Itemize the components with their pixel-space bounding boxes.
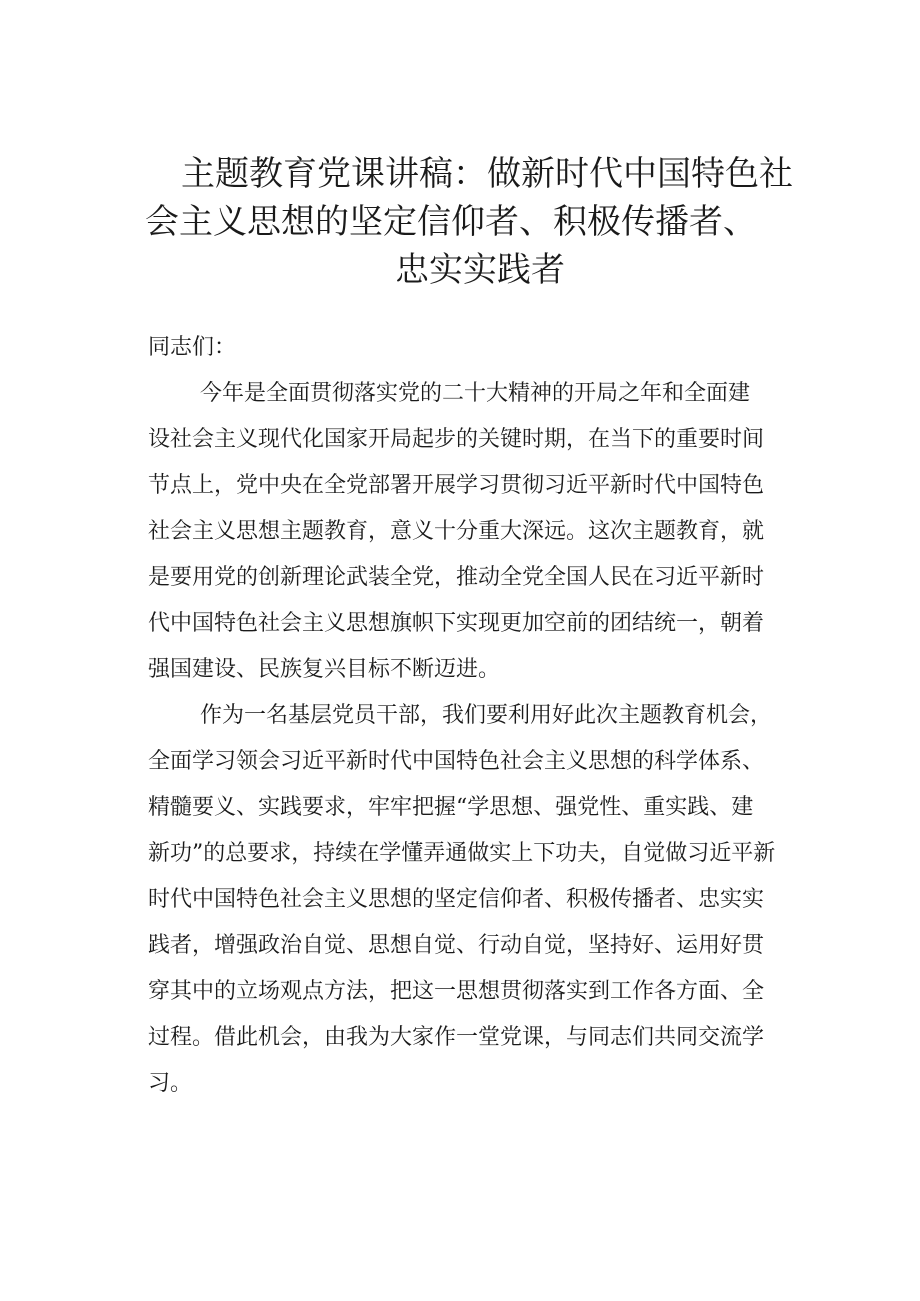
paragraph-line: 今年是全面贯彻落实党的二十大精神的开局之年和全面建 [200, 381, 751, 406]
title-line: 会主义思想的坚定信仰者、积极传播者、 [145, 202, 757, 242]
title-line: 忠实实践者 [395, 250, 565, 290]
paragraph-line: 全面学习领会习近平新时代中国特色社会主义思想的科学体系、 [148, 749, 765, 774]
title-line: 主题教育党课讲稿：做新时代中国特色社 [181, 154, 793, 194]
document-title [145, 150, 815, 294]
salutation: 同志们： [148, 335, 237, 360]
paragraph-line: 社会主义思想主题教育，意义十分重大深远。这次主题教育，就 [148, 519, 765, 544]
paragraph-line: 习。 [148, 1071, 193, 1096]
paragraph-line: 节点上，党中央在全党部署开展学习贯彻习近平新时代中国特色 [148, 473, 765, 498]
paragraph-2 [148, 693, 808, 1107]
document-body [148, 325, 808, 1107]
paragraph-line: 强国建设、民族复兴目标不断迈进。 [148, 657, 501, 682]
paragraph-line: 时代中国特色社会主义思想的坚定信仰者、积极传播者、忠实实 [148, 887, 765, 912]
paragraph-line: 过程。借此机会，由我为大家作一堂党课，与同志们共同交流学 [148, 1025, 765, 1050]
paragraph-line: 新功”的总要求，持续在学懂弄通做实上下功夫，自觉做习近平新 [148, 841, 776, 866]
paragraph-line: 是要用党的创新理论武装全党，推动全党全国人民在习近平新时 [148, 565, 765, 590]
paragraph-line: 作为一名基层党员干部，我们要利用好此次主题教育机会， [200, 703, 773, 728]
paragraph-line: 践者，增强政治自觉、思想自觉、行动自觉，坚持好、运用好贯 [148, 933, 765, 958]
paragraph-1 [148, 371, 808, 693]
paragraph-line: 穿其中的立场观点方法，把这一思想贯彻落实到工作各方面、全 [148, 979, 765, 1004]
paragraph-line: 精髓要义、实践要求，牢牢把握“学思想、强党性、重实践、建 [148, 795, 754, 820]
paragraph-line: 设社会主义现代化国家开局起步的关键时期，在当下的重要时间 [148, 427, 765, 452]
paragraph-line: 代中国特色社会主义思想旗帜下实现更加空前的团结统一，朝着 [148, 611, 765, 636]
